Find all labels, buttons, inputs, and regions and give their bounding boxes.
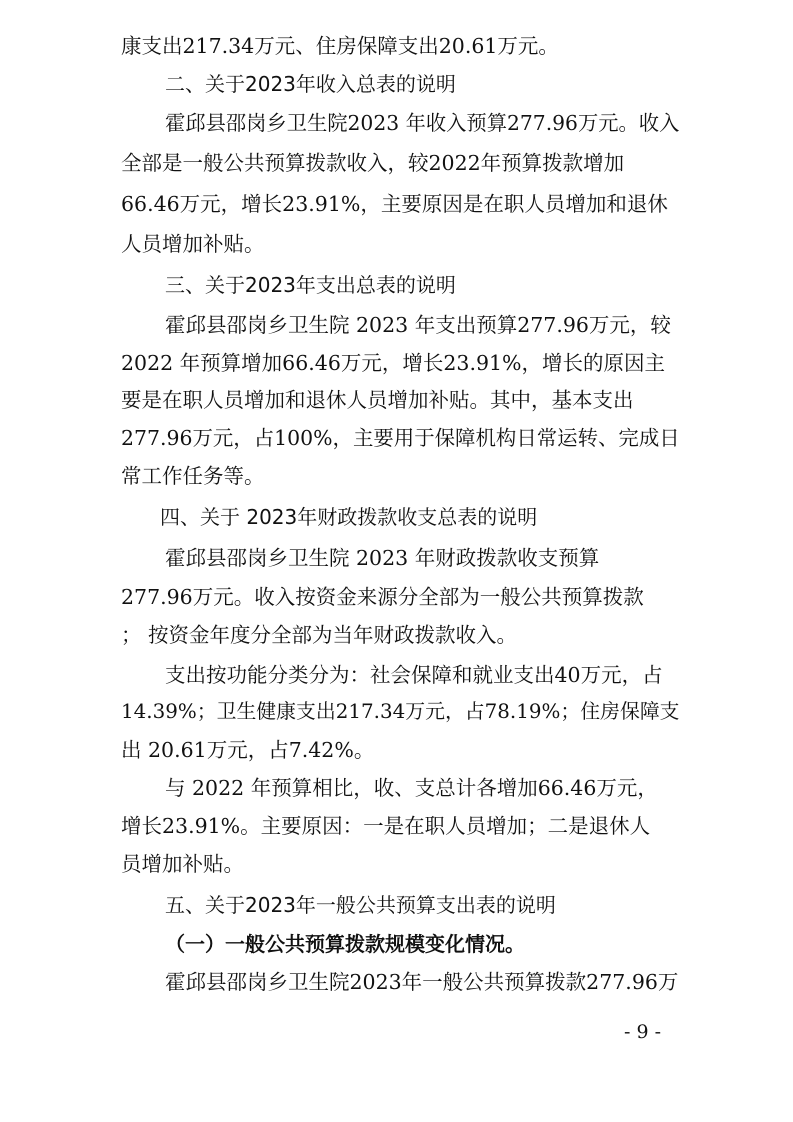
body-text-line: 66.46万元，增长23.91%，主要原因是在职人员增加和退休 xyxy=(121,192,668,216)
body-text-line: 277.96万元。收入按资金来源分全部为一般公共预算拨款 xyxy=(121,585,644,609)
section-heading: 四、关于 2023年财政拨款收支总表的说明 xyxy=(160,505,538,529)
body-text-line: 2022 年预算增加66.46万元，增长23.91%，增长的原因主 xyxy=(121,351,666,375)
body-text-line: 出 20.61万元，占7.42%。 xyxy=(121,738,375,762)
body-text-line: 14.39%；卫生健康支出217.34万元，占78.19%；住房保障支 xyxy=(121,700,680,723)
body-text-line: 康支出217.34万元、住房保障支出20.61万元。 xyxy=(121,34,559,58)
section-heading: 三、关于2023年支出总表的说明 xyxy=(165,273,456,297)
section-heading: 五、关于2023年一般公共预算支出表的说明 xyxy=(165,893,556,917)
body-text-line: 霍邱县邵岗乡卫生院2023 年收入预算277.96万元。收入 xyxy=(165,111,680,135)
body-text-line: 霍邱县邵岗乡卫生院 2023 年支出预算277.96万元，较 xyxy=(165,313,671,337)
body-text-line: 人员增加补贴。 xyxy=(121,232,265,256)
body-text-line: 要是在职人员增加和退休人员增加补贴。其中，基本支出 xyxy=(121,388,634,412)
body-text-line: 常工作任务等。 xyxy=(121,464,265,488)
body-text-line: 员增加补贴。 xyxy=(121,852,244,876)
body-text-line: 增长23.91%。主要原因：一是在职人员增加；二是退休人 xyxy=(121,814,651,838)
page-number: - 9 - xyxy=(624,1021,662,1043)
body-text-line: 与 2022 年预算相比，收、支总计各增加66.46万元， xyxy=(165,776,658,800)
body-text-line: 支出按功能分类分为：社会保障和就业支出40万元，占 xyxy=(165,663,663,687)
body-text-line: 霍邱县邵岗乡卫生院 2023 年财政拨款收支预算 xyxy=(165,546,600,570)
subsection-heading: （一）一般公共预算拨款规模变化情况。 xyxy=(165,932,525,956)
section-heading: 二、关于2023年收入总表的说明 xyxy=(165,72,456,96)
body-text-line: 277.96万元，占100%，主要用于保障机构日常运转、完成日 xyxy=(121,426,680,450)
body-text-line: 全部是一般公共预算拨款收入，较2022年预算拨款增加 xyxy=(121,151,625,175)
body-text-line: ； 按资金年度分全部为当年财政拨款收入。 xyxy=(121,623,518,647)
body-text-line: 霍邱县邵岗乡卫生院2023年一般公共预算拨款277.96万 xyxy=(165,970,679,994)
